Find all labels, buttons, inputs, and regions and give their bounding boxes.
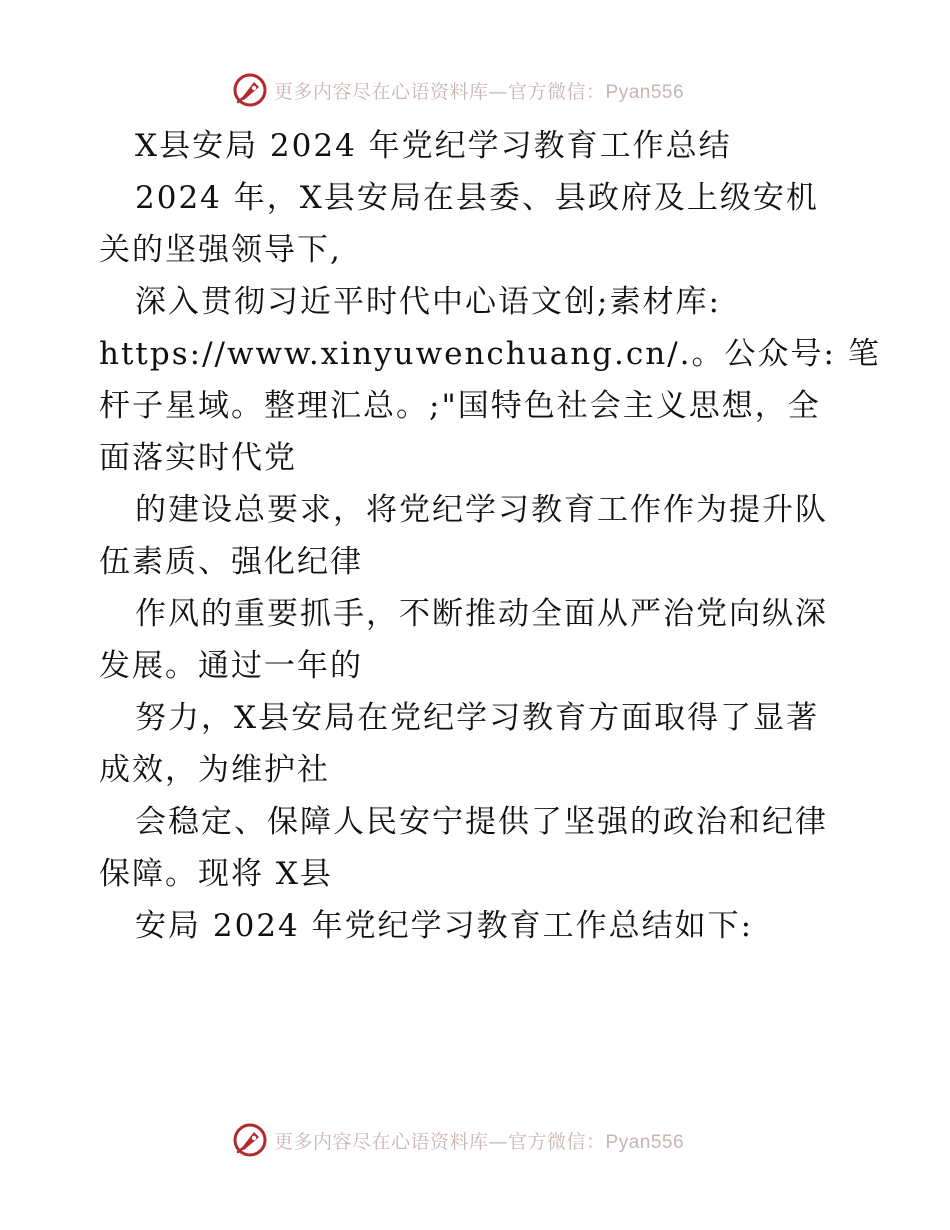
paragraph-line: 会稳定、保障人民安宁提供了坚强的政治和纪律: [135, 804, 828, 840]
banner-slogan: 更多内容尽在心语资料库: [274, 1130, 489, 1153]
paragraph-line: 的建设总要求，将党纪学习教育工作作为提升队: [135, 492, 828, 528]
banner-separator: —: [488, 80, 509, 103]
wechat-label: 官方微信：: [508, 1130, 606, 1153]
document-title: X县安局 2024 年党纪学习教育工作总结: [135, 128, 732, 164]
paragraph-line: 2024 年，X县安局在县委、县政府及上级安机: [135, 180, 819, 216]
paragraph-line: 安局 2024 年党纪学习教育工作总结如下:: [135, 908, 754, 944]
paragraph-line: 作风的重要抓手，不断推动全面从严治党向纵深: [135, 596, 828, 632]
pen-nib-logo-icon: [232, 72, 268, 108]
banner-separator: —: [488, 1130, 509, 1153]
paragraph-line: 伍素质、强化纪律: [99, 544, 363, 580]
wechat-id: Pyan556: [605, 81, 685, 103]
paragraph-line: 努力，X县安局在党纪学习教育方面取得了显著: [135, 700, 820, 736]
paragraph-line: 发展。通过一年的: [99, 648, 363, 684]
wechat-id: Pyan556: [605, 1131, 685, 1153]
paragraph-line: 关的坚强领导下,: [99, 232, 342, 268]
header-banner-text: [274, 77, 684, 104]
paragraph-line: 面落实时代党: [99, 440, 297, 476]
wechat-label: 官方微信：: [508, 80, 606, 103]
document-body: [99, 120, 881, 952]
paragraph-line: https://www.xinyuwenchuang.cn/.。公众号: 笔: [99, 336, 881, 372]
paragraph-line: 深入贯彻习近平时代中心语文创;素材库:: [135, 284, 721, 320]
paragraph-line: 成效，为维护社: [99, 752, 330, 788]
paragraph-line: 保障。现将 X县: [99, 856, 333, 892]
paragraph-line: 杆子星域。整理汇总。;"国特色社会主义思想，全: [99, 388, 821, 424]
footer-banner-text: [274, 1127, 684, 1154]
header-banner: [232, 72, 684, 108]
footer-banner: [232, 1122, 684, 1158]
banner-slogan: 更多内容尽在心语资料库: [274, 80, 489, 103]
pen-nib-logo-icon: [232, 1122, 268, 1158]
